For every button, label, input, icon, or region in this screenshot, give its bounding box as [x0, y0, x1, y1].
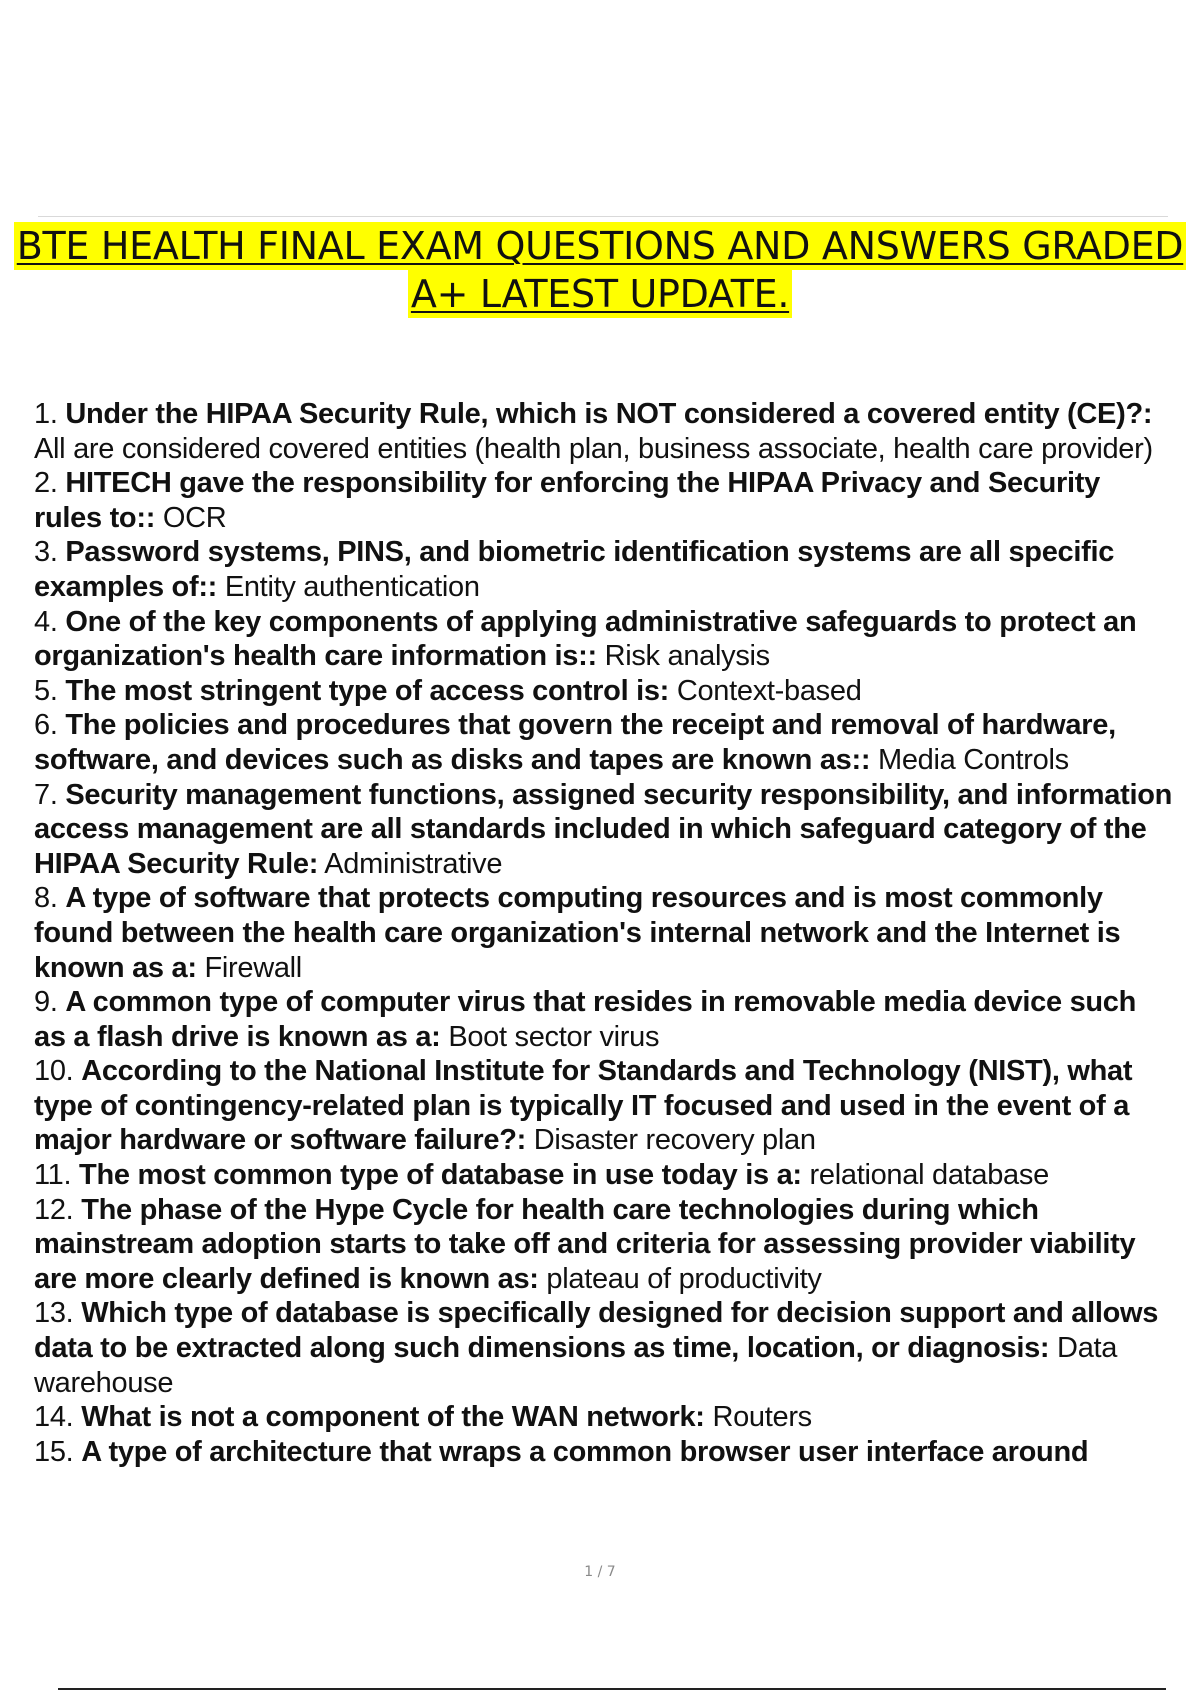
qa-item-5	[34, 674, 1174, 709]
question-number: 7.	[34, 778, 58, 811]
qa-item-7	[34, 778, 1174, 882]
question-number: 5.	[34, 674, 58, 707]
qa-item-12	[34, 1193, 1174, 1297]
question-text: The policies and procedures that govern the receipt and removal of hardware, software, and devices such as disks and tapes are known as::	[34, 709, 1116, 776]
question-number: 3.	[34, 536, 58, 569]
qa-item-6	[34, 708, 1174, 777]
answer-text: plateau of productivity	[546, 1262, 822, 1295]
answer-text: Boot sector virus	[448, 1020, 660, 1053]
question-text: Security management functions, assigned security responsibility, and information access management are all standards included in which safeguard category of the HIPAA Security Rule:	[34, 778, 1173, 880]
question-number: 13.	[34, 1297, 74, 1330]
question-number: 2.	[34, 467, 58, 500]
question-number: 8.	[34, 882, 58, 915]
bottom-divider	[58, 1688, 1166, 1690]
qa-item-14	[34, 1400, 1174, 1435]
question-text: The phase of the Hype Cycle for health care technologies during which mainstream adoption starts to take off and criteria for assessing provider viability are more clearly defined is known as:	[34, 1193, 1136, 1295]
question-text: A type of software that protects computing resources and is most commonly found between the health care organization's internal network and the Internet is known as a:	[34, 882, 1121, 984]
question-text: Under the HIPAA Security Rule, which is NOT considered a covered entity (CE)?:	[65, 398, 1153, 430]
answer-text: relational database	[809, 1159, 1049, 1192]
answer-text: Risk analysis	[604, 640, 770, 673]
page-number: 1 / 7	[584, 1564, 616, 1580]
qa-item-2	[34, 466, 1174, 535]
question-number: 14.	[34, 1401, 74, 1434]
question-text: Password systems, PINS, and biometric identification systems are all specific examples of::	[34, 536, 1115, 603]
qa-item-15	[34, 1435, 1174, 1470]
top-divider	[38, 216, 1168, 217]
answer-text: Context-based	[676, 674, 862, 707]
title-line-1: BTE HEALTH FINAL EXAM QUESTIONS AND ANSWERS GRADED	[14, 222, 1187, 270]
question-number: 12.	[34, 1193, 74, 1226]
question-text: What is not a component of the WAN network:	[81, 1401, 705, 1434]
question-answer-list	[34, 397, 1174, 1469]
question-text: A common type of computer virus that resides in removable media device such as a flash drive is known as a:	[34, 986, 1137, 1053]
qa-item-3	[34, 535, 1174, 604]
question-text: A type of architecture that wraps a common browser user interface around	[81, 1435, 1089, 1468]
answer-text: All are considered covered entities (health plan, business associate, health care provider)	[34, 432, 1153, 465]
question-number: 9.	[34, 986, 58, 1019]
answer-text: Data warehouse	[34, 1332, 1118, 1399]
question-number: 11.	[34, 1159, 72, 1192]
question-text: According to the National Institute for Standards and Technology (NIST), what type of contingency-related plan is typically IT focused and used in the event of a major hardware or software failure?:	[34, 1055, 1133, 1157]
answer-text: Media Controls	[877, 743, 1069, 776]
question-number: 4.	[34, 605, 58, 638]
qa-item-1	[34, 397, 1174, 466]
question-number: 15.	[34, 1435, 74, 1468]
document-title	[0, 222, 1200, 318]
qa-item-11	[34, 1158, 1174, 1193]
question-text: HITECH gave the responsibility for enforcing the HIPAA Privacy and Security rules to::	[34, 467, 1100, 534]
answer-text: Entity authentication	[224, 570, 480, 603]
question-text: The most common type of database in use today is a:	[79, 1159, 802, 1192]
title-line-2: A+ LATEST UPDATE.	[408, 270, 792, 318]
question-number: 6.	[34, 709, 58, 742]
question-number: 10.	[34, 1055, 74, 1088]
answer-text: Routers	[712, 1401, 812, 1434]
qa-item-4	[34, 605, 1174, 674]
qa-item-8	[34, 881, 1174, 985]
question-text: The most stringent type of access control is:	[65, 674, 670, 707]
question-number: 1.	[34, 398, 58, 430]
answer-text: Disaster recovery plan	[533, 1124, 816, 1157]
qa-item-10	[34, 1054, 1174, 1158]
qa-item-13	[34, 1296, 1174, 1400]
question-text: Which type of database is specifically designed for decision support and allows data to be extracted along such dimensions as time, location, or diagnosis:	[34, 1297, 1159, 1365]
answer-text: Firewall	[204, 951, 302, 984]
answer-text: OCR	[162, 501, 227, 534]
answer-text: Administrative	[324, 847, 503, 880]
qa-item-9	[34, 985, 1174, 1054]
question-text: One of the key components of applying administrative safeguards to protect an organization's health care information is::	[34, 605, 1137, 673]
